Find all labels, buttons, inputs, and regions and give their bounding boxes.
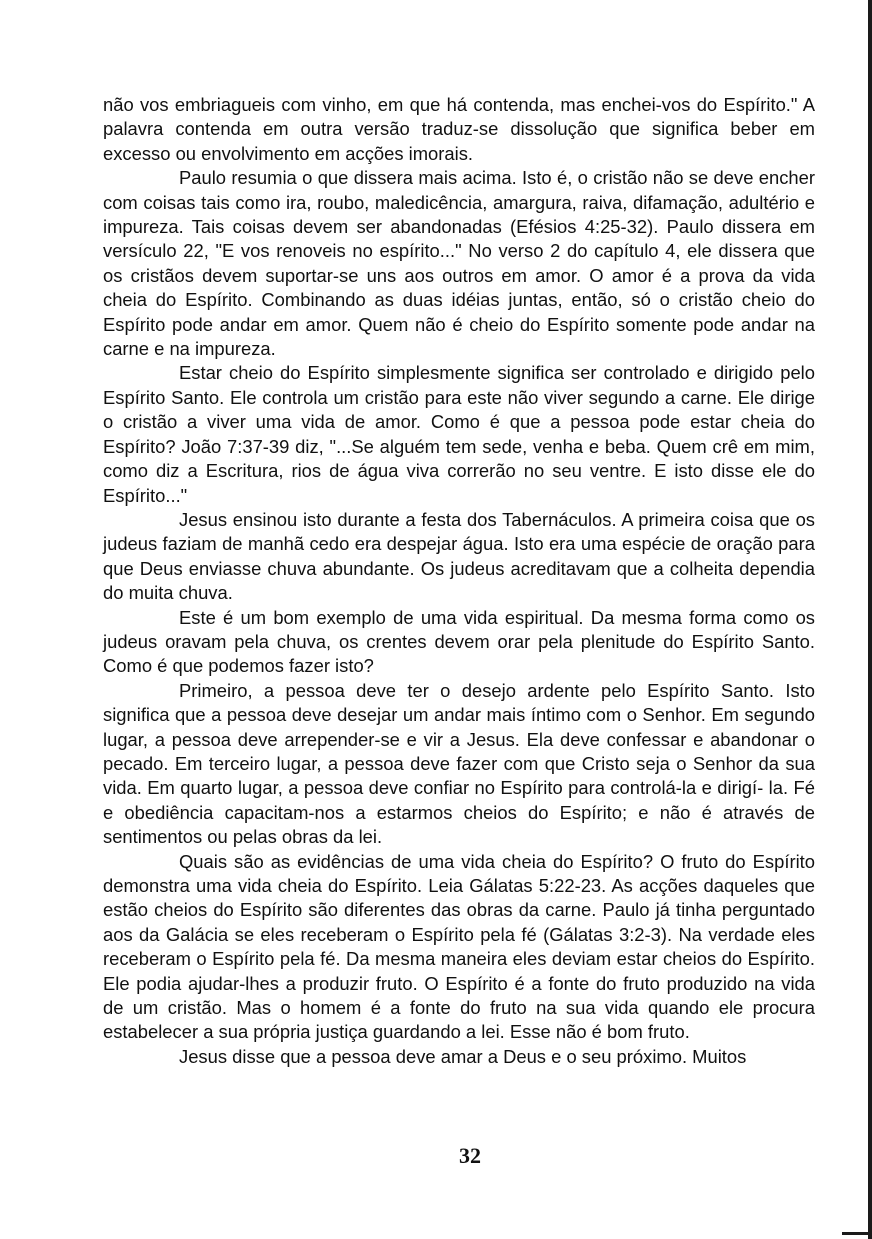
paragraph-2: Paulo resumia o que dissera mais acima. Isto é, o cristão não se deve encher com coisas tais como ira, roubo, maledicência, amargura, raiva, difamação, adultério e impureza. Tais coisas devem ser abandonadas (Efésios 4:25-32). Paulo dissera em versículo 22, "E vos renoveis no espírito..." No verso 2 do capítulo 4, ele dissera que os cristãos devem suportar-se uns aos outros em amor. O amor é a prova da vida cheia do Espírito. Combinando as duas idéias juntas, então, só o cristão cheio do Espírito pode andar em amor. Quem não é cheio do Espírito somente pode andar na carne e na impureza.: [103, 167, 815, 360]
body-text: [103, 93, 815, 1069]
paragraph-6: Primeiro, a pessoa deve ter o desejo ardente pelo Espírito Santo. Isto significa que a pessoa deve desejar um andar mais íntimo com o Senhor. Em segundo lugar, a pessoa deve arrepender-se e vir a Jesus. Ela deve confessar e abandonar o pecado. Em terceiro lugar, a pessoa deve fazer com que Cristo seja o Senhor da sua vida. Em quarto lugar, a pessoa deve confiar no Espírito para controlá-la e dirigí- la. Fé e obediência capacitam-nos a estarmos cheios do Espírito; e não é através de sentimentos ou pelas obras da lei.: [103, 679, 815, 848]
page-number: 32: [459, 1143, 481, 1168]
paragraph-4: Jesus ensinou isto durante a festa dos Tabernáculos. A primeira coisa que os judeus faziam de manhã cedo era despejar água. Isto era uma espécie de oração para que Deus enviasse chuva abundante. Os judeus acreditavam que a colheita dependia do muita chuva.: [103, 508, 815, 604]
paragraph-5: Este é um bom exemplo de uma vida espiritual. Da mesma forma como os judeus oravam pela chuva, os crentes devem orar pela plenitude do Espírito Santo. Como é que podemos fazer isto?: [103, 606, 815, 677]
paragraph-7: Quais são as evidências de uma vida cheia do Espírito? O fruto do Espírito demonstra uma vida cheia do Espírito. Leia Gálatas 5:22-23. As acções daqueles que estão cheios do Espírito são diferentes das obras da carne. Paulo já tinha perguntado aos da Galácia se eles receberam o Espírito pela fé (Gálatas 3:2-3). Na verdade eles receberam o Espírito pela fé. Da mesma maneira eles deviam estar cheios do Espírito. Ele podia ajudar-lhes a produzir fruto. O Espírito é a fonte do fruto produzido na vida de um cristão. Mas o homem é a fonte do fruto na sua vida quando ele procura estabelecer a sua própria justiça guardando a lei. Esse não é bom fruto.: [103, 850, 815, 1043]
scan-edge-right: [868, 0, 872, 1239]
paragraph-3: Estar cheio do Espírito simplesmente significa ser controlado e dirigido pelo Espírito Santo. Ele controla um cristão para este não viver segundo a carne. Ele dirige o cristão a viver uma vida de amor. Como é que a pessoa pode estar cheia do Espírito? João 7:37-39 diz, "...Se alguém tem sede, venha e beba. Quem crê em mim, como diz a Escritura, rios de água viva correrão no seu ventre. E isto disse ele do Espírito...": [103, 362, 815, 506]
paragraph-1: não vos embriagueis com vinho, em que há contenda, mas enchei-vos do Espírito." A palavra contenda em outra versão traduz-se dissolução que significa beber em excesso ou envolvimento em acções imorais.: [103, 94, 815, 164]
paragraph-8: Jesus disse que a pessoa deve amar a Deus e o seu próximo. Muitos: [179, 1045, 747, 1067]
scan-edge-bottom: [842, 1232, 872, 1235]
